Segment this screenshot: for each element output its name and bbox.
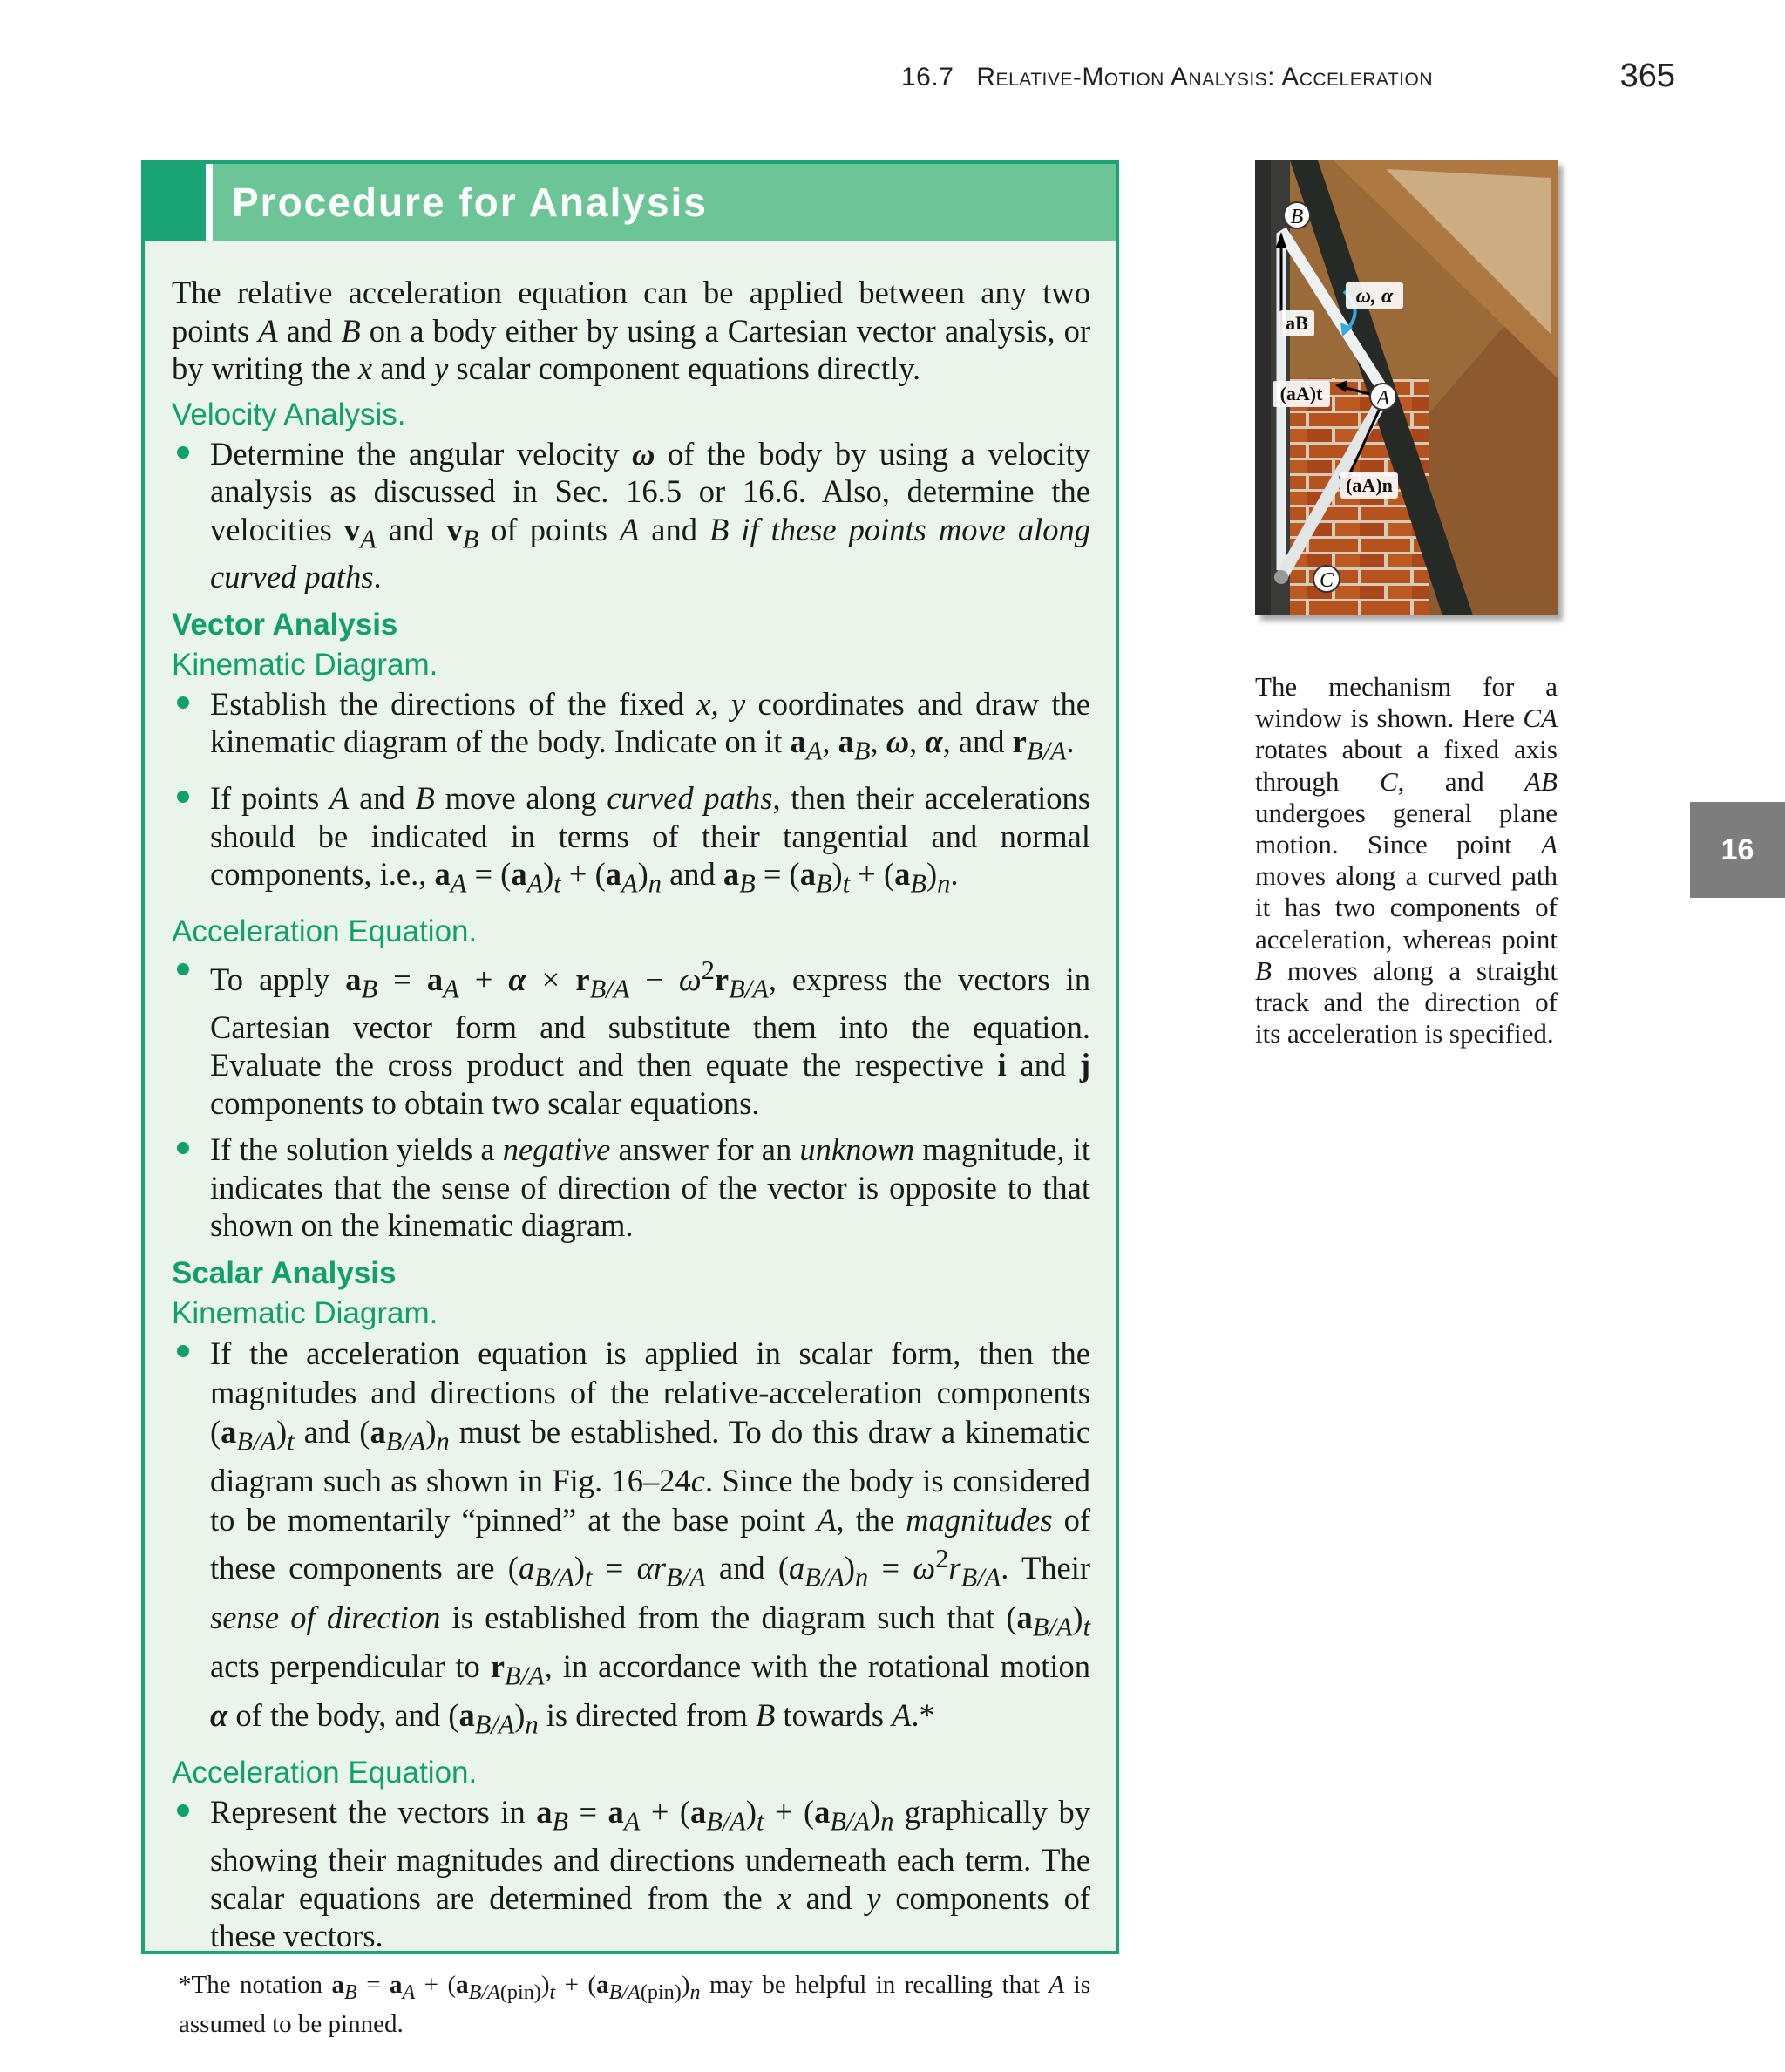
scalar-kinematic-heading: Kinematic Diagram. [172, 1295, 438, 1330]
section-title: Relative-Motion Analysis: Acceleration [976, 63, 1434, 92]
label-aan: (aA)n [1346, 474, 1393, 496]
velocity-bullet: Determine the angular velocity ω of the body by using a velocity analysis as discussed in Sec. 16.5 or 16.6. Also, determine the velocities $v_A$ and $v_B$ of points A and B if these points move along curved paths. [172, 435, 1090, 596]
chapter-tab: 16 [1690, 802, 1785, 898]
scalar-acceleration-heading: Acceleration Equation. [172, 1756, 478, 1790]
velocity-analysis-heading: Velocity Analysis. [172, 397, 406, 431]
running-head [901, 63, 1433, 92]
procedure-box [141, 160, 1119, 2038]
label-ab: aB [1286, 312, 1308, 334]
scalar-analysis-heading: Scalar Analysis [172, 1255, 397, 1290]
label-c: C [1319, 569, 1334, 592]
procedure-title: Procedure for Analysis [232, 180, 708, 225]
section-number: 16.7 [901, 63, 954, 92]
label-omega-alpha: ω, α [1355, 285, 1394, 308]
scalar-kinematic-bullet: If the acceleration equation is applied in scalar form, then the magnitudes and directions of the relative-acceleration components $(a_{B/A})_t$ and $(a_{B/A})_n$ must be established. To do this draw a kinematic diagram such as shown in Fig. 16–24c. Since the body is considered to be momentarily “pinned” at the base point A, the magnitudes of these components are $(a_{B/A})_t = \alpha r_{B/A}$ and $(a_{B/A})_n = \omega^2r_{B/A}$. Their sense of direction is established from the diagram such that $(a_{B/A})_t$ acts perpendicular to $r_{B/A}$, in accordance with the rotational motion α of the body, and $(a_{B/A})_n$ is directed from B towards A.* [172, 1334, 1090, 1745]
figure-caption: The mechanism for a window is shown. Here CA rotates about a fixed axis through C, and AB undergoes general plane motion. Since point A moves along a curved path it has two components of acceleration, whereas point B moves along a straight track and the direction of its acceleration is specified. [1255, 671, 1558, 1050]
vector-acceleration-bullet-1: To apply $a_B = a_A + \alpha \times r_{B/A} - \omega^2r_{B/A}$, express the vectors in Cartesian vector form and substitute them into the equation. Evaluate the cross product and then equate the respective i and j components to obtain two scalar equations. [172, 952, 1090, 1122]
procedure-body [172, 274, 1090, 2040]
page-number: 365 [1619, 58, 1675, 94]
scalar-acceleration-bullet: Represent the vectors in $a_B = a_A + (a_{B/A})_t + (a_{B/A})_n$ graphically by showing their magnitudes and directions underneath each term. The scalar equations are determined from the x and y components of these vectors. [172, 1793, 1090, 1954]
vector-kinematic-bullet-2: If points A and B move along curved paths, then their accelerations should be indicated in terms of their tangential and normal components, i.e., $a_A = (a_A)_t + (a_A)_n$ and $a_B = (a_B)_t + (a_B)_n$. [172, 779, 1090, 903]
label-a: A [1376, 387, 1390, 410]
footnote: *The notation $a_B = a_A + (a_{B/A(pin)})_t + (a_{B/A(pin)})_n$ may be helpful in recalling that A is assumed to be pinned. [179, 1970, 1090, 2038]
vector-kinematic-bullet-1: Establish the directions of the fixed x, y coordinates and draw the kinematic diagram of the body. Indicate on it $a_A$, $a_B$, ω, α, and $r_{B/A}$. [172, 685, 1090, 771]
label-b: B [1290, 206, 1304, 228]
pin-c [1274, 570, 1288, 584]
vector-acceleration-heading: Acceleration Equation. [172, 914, 478, 948]
vector-analysis-heading: Vector Analysis [172, 607, 398, 642]
procedure-header [145, 164, 1116, 241]
vector-acceleration-bullet-2: If the solution yields a negative answer for an unknown magnitude, it indicates that the sense of direction of the vector is opposite to that shown on the kinematic diagram. [172, 1131, 1090, 1245]
label-aat: (aA)t [1279, 383, 1323, 404]
vector-kinematic-heading: Kinematic Diagram. [172, 647, 438, 682]
header-accent-tab [145, 164, 213, 241]
window-mechanism-photo [1255, 160, 1558, 615]
intro-paragraph: The relative acceleration equation can be applied between any two points A and B on a body either by using a Cartesian vector analysis, or by writing the x and y scalar component equations directly. [172, 275, 1090, 386]
